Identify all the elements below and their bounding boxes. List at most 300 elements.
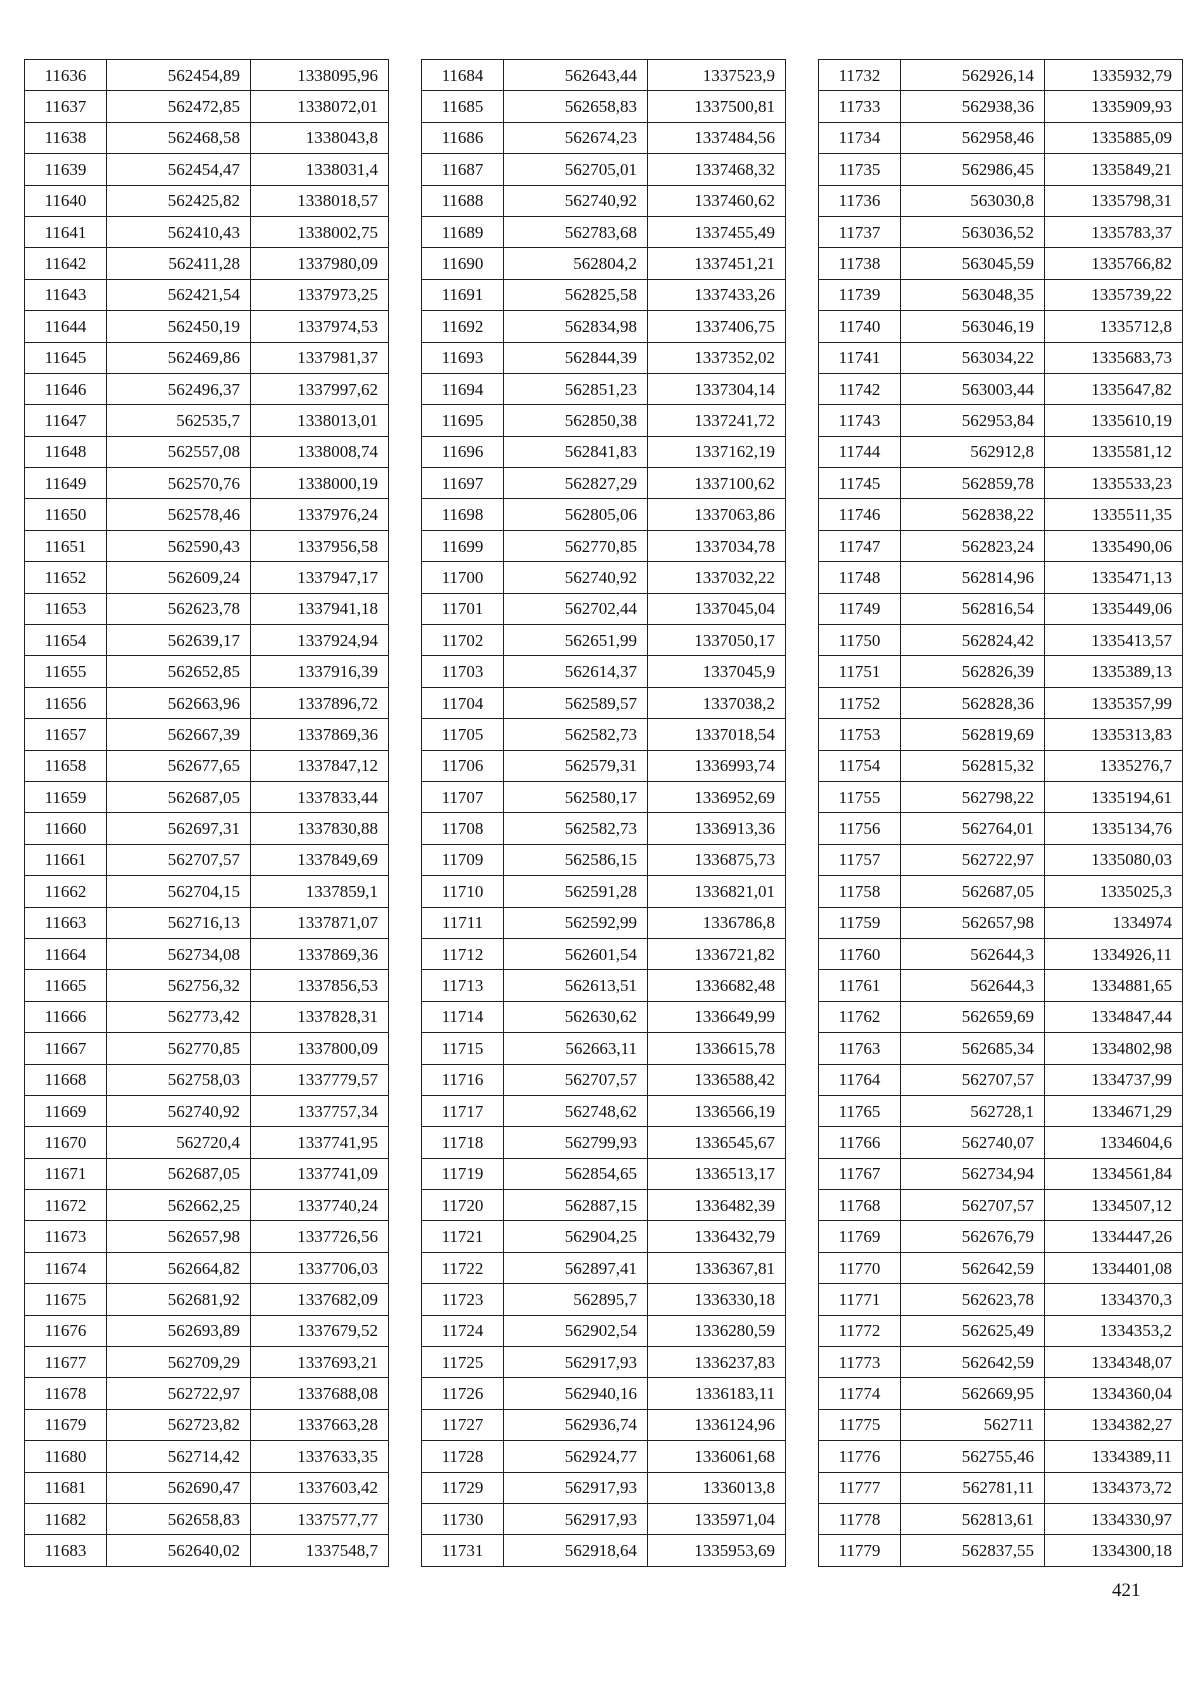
- x-coordinate-cell: 562410,43: [107, 216, 251, 247]
- y-coordinate-cell: 1337849,69: [251, 844, 389, 875]
- y-coordinate-cell: 1335080,03: [1045, 844, 1183, 875]
- y-coordinate-cell: 1337800,09: [251, 1033, 389, 1064]
- y-coordinate-cell: 1336649,99: [648, 1001, 786, 1032]
- table-row: [25, 1252, 389, 1283]
- x-coordinate-cell: 562720,4: [107, 1127, 251, 1158]
- x-coordinate-cell: 562580,17: [504, 781, 648, 812]
- table-row: [25, 1378, 389, 1409]
- x-coordinate-cell: 562917,93: [504, 1472, 648, 1503]
- table-row: [819, 970, 1183, 1001]
- x-coordinate-cell: 562917,93: [504, 1347, 648, 1378]
- x-coordinate-cell: 562693,89: [107, 1315, 251, 1346]
- coordinates-table-2: [421, 59, 786, 1567]
- table-row: [819, 876, 1183, 907]
- y-coordinate-cell: 1337663,28: [251, 1409, 389, 1440]
- point-number-cell: 11675: [25, 1284, 107, 1315]
- y-coordinate-cell: 1337100,62: [648, 468, 786, 499]
- y-coordinate-cell: 1337406,75: [648, 311, 786, 342]
- y-coordinate-cell: 1334974: [1045, 907, 1183, 938]
- x-coordinate-cell: 562582,73: [504, 813, 648, 844]
- y-coordinate-cell: 1337956,58: [251, 530, 389, 561]
- x-coordinate-cell: 562421,54: [107, 279, 251, 310]
- table-row: [25, 593, 389, 624]
- table-row: [25, 60, 389, 91]
- point-number-cell: 11640: [25, 185, 107, 216]
- point-number-cell: 11681: [25, 1472, 107, 1503]
- x-coordinate-cell: 563036,52: [901, 216, 1045, 247]
- table-row: [25, 907, 389, 938]
- point-number-cell: 11670: [25, 1127, 107, 1158]
- table-row: [819, 1315, 1183, 1346]
- table-row: [25, 781, 389, 812]
- x-coordinate-cell: 562690,47: [107, 1472, 251, 1503]
- x-coordinate-cell: 562705,01: [504, 154, 648, 185]
- point-number-cell: 11650: [25, 499, 107, 530]
- point-number-cell: 11724: [422, 1315, 504, 1346]
- table-row: [819, 813, 1183, 844]
- table-row: [819, 1127, 1183, 1158]
- table-row: [819, 907, 1183, 938]
- point-number-cell: 11647: [25, 405, 107, 436]
- y-coordinate-cell: 1337976,24: [251, 499, 389, 530]
- point-number-cell: 11767: [819, 1158, 901, 1189]
- y-coordinate-cell: 1334370,3: [1045, 1284, 1183, 1315]
- table-row: [422, 1095, 786, 1126]
- x-coordinate-cell: 562582,73: [504, 719, 648, 750]
- x-coordinate-cell: 562740,07: [901, 1127, 1045, 1158]
- point-number-cell: 11706: [422, 750, 504, 781]
- x-coordinate-cell: 562740,92: [107, 1095, 251, 1126]
- y-coordinate-cell: 1335610,19: [1045, 405, 1183, 436]
- table-row: [819, 687, 1183, 718]
- x-coordinate-cell: 562953,84: [901, 405, 1045, 436]
- table-row: [25, 656, 389, 687]
- x-coordinate-cell: 562740,92: [504, 185, 648, 216]
- x-coordinate-cell: 562411,28: [107, 248, 251, 279]
- x-coordinate-cell: 562663,11: [504, 1033, 648, 1064]
- y-coordinate-cell: 1337916,39: [251, 656, 389, 687]
- table-row: [25, 1190, 389, 1221]
- point-number-cell: 11662: [25, 876, 107, 907]
- x-coordinate-cell: 562674,23: [504, 122, 648, 153]
- y-coordinate-cell: 1337162,19: [648, 436, 786, 467]
- point-number-cell: 11760: [819, 938, 901, 969]
- x-coordinate-cell: 562450,19: [107, 311, 251, 342]
- x-coordinate-cell: 562728,1: [901, 1095, 1045, 1126]
- x-coordinate-cell: 562707,57: [901, 1064, 1045, 1095]
- point-number-cell: 11694: [422, 373, 504, 404]
- y-coordinate-cell: 1337577,77: [251, 1503, 389, 1534]
- x-coordinate-cell: 562897,41: [504, 1252, 648, 1283]
- point-number-cell: 11757: [819, 844, 901, 875]
- table-row: [819, 436, 1183, 467]
- table-row: [819, 1535, 1183, 1566]
- point-number-cell: 11764: [819, 1064, 901, 1095]
- y-coordinate-cell: 1337032,22: [648, 562, 786, 593]
- table-row: [819, 530, 1183, 561]
- table-row: [422, 342, 786, 373]
- y-coordinate-cell: 1337063,86: [648, 499, 786, 530]
- x-coordinate-cell: 563034,22: [901, 342, 1045, 373]
- table-row: [25, 562, 389, 593]
- x-coordinate-cell: 562714,42: [107, 1441, 251, 1472]
- x-coordinate-cell: 562770,85: [504, 530, 648, 561]
- y-coordinate-cell: 1335909,93: [1045, 91, 1183, 122]
- y-coordinate-cell: 1335533,23: [1045, 468, 1183, 499]
- table-row: [422, 216, 786, 247]
- point-number-cell: 11692: [422, 311, 504, 342]
- point-number-cell: 11661: [25, 844, 107, 875]
- table-row: [422, 530, 786, 561]
- point-number-cell: 11728: [422, 1441, 504, 1472]
- point-number-cell: 11775: [819, 1409, 901, 1440]
- table-row: [25, 1472, 389, 1503]
- table-row: [819, 1033, 1183, 1064]
- point-number-cell: 11714: [422, 1001, 504, 1032]
- x-coordinate-cell: 562756,32: [107, 970, 251, 1001]
- x-coordinate-cell: 562657,98: [901, 907, 1045, 938]
- x-coordinate-cell: 562826,39: [901, 656, 1045, 687]
- x-coordinate-cell: 562895,7: [504, 1284, 648, 1315]
- point-number-cell: 11668: [25, 1064, 107, 1095]
- x-coordinate-cell: 562734,08: [107, 938, 251, 969]
- point-number-cell: 11761: [819, 970, 901, 1001]
- y-coordinate-cell: 1337050,17: [648, 625, 786, 656]
- table-row: [819, 656, 1183, 687]
- y-coordinate-cell: 1337740,24: [251, 1190, 389, 1221]
- table-row: [25, 1064, 389, 1095]
- x-coordinate-cell: 562755,46: [901, 1441, 1045, 1472]
- x-coordinate-cell: 562958,46: [901, 122, 1045, 153]
- point-number-cell: 11638: [25, 122, 107, 153]
- point-number-cell: 11779: [819, 1535, 901, 1566]
- x-coordinate-cell: 562578,46: [107, 499, 251, 530]
- table-row: [819, 1441, 1183, 1472]
- y-coordinate-cell: 1336615,78: [648, 1033, 786, 1064]
- y-coordinate-cell: 1334507,12: [1045, 1190, 1183, 1221]
- table-row: [422, 405, 786, 436]
- table-row: [819, 1064, 1183, 1095]
- point-number-cell: 11711: [422, 907, 504, 938]
- table-row: [25, 154, 389, 185]
- x-coordinate-cell: 562685,34: [901, 1033, 1045, 1064]
- point-number-cell: 11695: [422, 405, 504, 436]
- y-coordinate-cell: 1337981,37: [251, 342, 389, 373]
- table-row: [422, 844, 786, 875]
- point-number-cell: 11745: [819, 468, 901, 499]
- x-coordinate-cell: 562669,95: [901, 1378, 1045, 1409]
- y-coordinate-cell: 1336913,36: [648, 813, 786, 844]
- page-number: 421: [1112, 1580, 1141, 1601]
- point-number-cell: 11703: [422, 656, 504, 687]
- table-row: [819, 938, 1183, 969]
- point-number-cell: 11765: [819, 1095, 901, 1126]
- y-coordinate-cell: 1334926,11: [1045, 938, 1183, 969]
- y-coordinate-cell: 1335885,09: [1045, 122, 1183, 153]
- y-coordinate-cell: 1337304,14: [648, 373, 786, 404]
- point-number-cell: 11720: [422, 1190, 504, 1221]
- x-coordinate-cell: 562586,15: [504, 844, 648, 875]
- table-row: [422, 1064, 786, 1095]
- y-coordinate-cell: 1336124,96: [648, 1409, 786, 1440]
- x-coordinate-cell: 562702,44: [504, 593, 648, 624]
- table-row: [819, 593, 1183, 624]
- y-coordinate-cell: 1335953,69: [648, 1535, 786, 1566]
- table-row: [422, 1535, 786, 1566]
- y-coordinate-cell: 1337947,17: [251, 562, 389, 593]
- y-coordinate-cell: 1335490,06: [1045, 530, 1183, 561]
- y-coordinate-cell: 1338043,8: [251, 122, 389, 153]
- y-coordinate-cell: 1337847,12: [251, 750, 389, 781]
- table-row: [819, 279, 1183, 310]
- y-coordinate-cell: 1334604,6: [1045, 1127, 1183, 1158]
- y-coordinate-cell: 1336330,18: [648, 1284, 786, 1315]
- x-coordinate-cell: 562805,06: [504, 499, 648, 530]
- point-number-cell: 11740: [819, 311, 901, 342]
- point-number-cell: 11663: [25, 907, 107, 938]
- table-row: [819, 750, 1183, 781]
- point-number-cell: 11684: [422, 60, 504, 91]
- x-coordinate-cell: 562902,54: [504, 1315, 648, 1346]
- point-number-cell: 11660: [25, 813, 107, 844]
- table-row: [422, 468, 786, 499]
- point-number-cell: 11707: [422, 781, 504, 812]
- y-coordinate-cell: 1336432,79: [648, 1221, 786, 1252]
- table-row: [422, 1127, 786, 1158]
- point-number-cell: 11737: [819, 216, 901, 247]
- x-coordinate-cell: 562748,62: [504, 1095, 648, 1126]
- y-coordinate-cell: 1335647,82: [1045, 373, 1183, 404]
- point-number-cell: 11769: [819, 1221, 901, 1252]
- x-coordinate-cell: 562799,93: [504, 1127, 648, 1158]
- y-coordinate-cell: 1337688,08: [251, 1378, 389, 1409]
- table-row: [422, 154, 786, 185]
- y-coordinate-cell: 1335357,99: [1045, 687, 1183, 718]
- point-number-cell: 11652: [25, 562, 107, 593]
- y-coordinate-cell: 1336545,67: [648, 1127, 786, 1158]
- table-row: [819, 248, 1183, 279]
- y-coordinate-cell: 1338018,57: [251, 185, 389, 216]
- y-coordinate-cell: 1335413,57: [1045, 625, 1183, 656]
- point-number-cell: 11676: [25, 1315, 107, 1346]
- point-number-cell: 11734: [819, 122, 901, 153]
- table-row: [422, 1409, 786, 1440]
- x-coordinate-cell: 562642,59: [901, 1252, 1045, 1283]
- y-coordinate-cell: 1337828,31: [251, 1001, 389, 1032]
- point-number-cell: 11743: [819, 405, 901, 436]
- y-coordinate-cell: 1337871,07: [251, 907, 389, 938]
- y-coordinate-cell: 1336280,59: [648, 1315, 786, 1346]
- y-coordinate-cell: 1335798,31: [1045, 185, 1183, 216]
- table-row: [422, 60, 786, 91]
- x-coordinate-cell: 562651,99: [504, 625, 648, 656]
- table-row: [25, 122, 389, 153]
- table-row: [819, 1001, 1183, 1032]
- table-row: [25, 530, 389, 561]
- point-number-cell: 11748: [819, 562, 901, 593]
- point-number-cell: 11750: [819, 625, 901, 656]
- table-row: [819, 154, 1183, 185]
- table-row: [819, 1190, 1183, 1221]
- x-coordinate-cell: 562643,44: [504, 60, 648, 91]
- point-number-cell: 11674: [25, 1252, 107, 1283]
- point-number-cell: 11713: [422, 970, 504, 1001]
- table-row: [25, 813, 389, 844]
- x-coordinate-cell: 562579,31: [504, 750, 648, 781]
- point-number-cell: 11710: [422, 876, 504, 907]
- table-row: [819, 468, 1183, 499]
- x-coordinate-cell: 562854,65: [504, 1158, 648, 1189]
- x-coordinate-cell: 562639,17: [107, 625, 251, 656]
- x-coordinate-cell: 562722,97: [901, 844, 1045, 875]
- x-coordinate-cell: 562472,85: [107, 91, 251, 122]
- x-coordinate-cell: 562815,32: [901, 750, 1045, 781]
- y-coordinate-cell: 1336875,73: [648, 844, 786, 875]
- point-number-cell: 11666: [25, 1001, 107, 1032]
- point-number-cell: 11742: [819, 373, 901, 404]
- table-row: [819, 1409, 1183, 1440]
- y-coordinate-cell: 1337833,44: [251, 781, 389, 812]
- x-coordinate-cell: 562850,38: [504, 405, 648, 436]
- point-number-cell: 11758: [819, 876, 901, 907]
- x-coordinate-cell: 562924,77: [504, 1441, 648, 1472]
- y-coordinate-cell: 1334382,27: [1045, 1409, 1183, 1440]
- point-number-cell: 11705: [422, 719, 504, 750]
- y-coordinate-cell: 1338031,4: [251, 154, 389, 185]
- x-coordinate-cell: 562658,83: [107, 1503, 251, 1534]
- table-row: [819, 91, 1183, 122]
- point-number-cell: 11735: [819, 154, 901, 185]
- table-row: [25, 248, 389, 279]
- point-number-cell: 11716: [422, 1064, 504, 1095]
- point-number-cell: 11709: [422, 844, 504, 875]
- point-number-cell: 11687: [422, 154, 504, 185]
- y-coordinate-cell: 1337523,9: [648, 60, 786, 91]
- y-coordinate-cell: 1335511,35: [1045, 499, 1183, 530]
- x-coordinate-cell: 562758,03: [107, 1064, 251, 1095]
- y-coordinate-cell: 1335932,79: [1045, 60, 1183, 91]
- x-coordinate-cell: 562804,2: [504, 248, 648, 279]
- x-coordinate-cell: 563046,19: [901, 311, 1045, 342]
- x-coordinate-cell: 562687,05: [107, 1158, 251, 1189]
- point-number-cell: 11749: [819, 593, 901, 624]
- table-row: [25, 719, 389, 750]
- y-coordinate-cell: 1337679,52: [251, 1315, 389, 1346]
- table-row: [819, 373, 1183, 404]
- x-coordinate-cell: 562614,37: [504, 656, 648, 687]
- x-coordinate-cell: 562613,51: [504, 970, 648, 1001]
- table-row: [422, 687, 786, 718]
- x-coordinate-cell: 562677,65: [107, 750, 251, 781]
- y-coordinate-cell: 1337757,34: [251, 1095, 389, 1126]
- y-coordinate-cell: 1336588,42: [648, 1064, 786, 1095]
- y-coordinate-cell: 1334300,18: [1045, 1535, 1183, 1566]
- y-coordinate-cell: 1337974,53: [251, 311, 389, 342]
- point-number-cell: 11691: [422, 279, 504, 310]
- y-coordinate-cell: 1335449,06: [1045, 593, 1183, 624]
- table-row: [25, 970, 389, 1001]
- point-number-cell: 11712: [422, 938, 504, 969]
- x-coordinate-cell: 562454,47: [107, 154, 251, 185]
- y-coordinate-cell: 1334360,04: [1045, 1378, 1183, 1409]
- y-coordinate-cell: 1337045,9: [648, 656, 786, 687]
- y-coordinate-cell: 1335313,83: [1045, 719, 1183, 750]
- point-number-cell: 11744: [819, 436, 901, 467]
- y-coordinate-cell: 1335581,12: [1045, 436, 1183, 467]
- x-coordinate-cell: 562986,45: [901, 154, 1045, 185]
- y-coordinate-cell: 1336993,74: [648, 750, 786, 781]
- table-row: [25, 1158, 389, 1189]
- point-number-cell: 11641: [25, 216, 107, 247]
- x-coordinate-cell: 562783,68: [504, 216, 648, 247]
- y-coordinate-cell: 1334561,84: [1045, 1158, 1183, 1189]
- y-coordinate-cell: 1337433,26: [648, 279, 786, 310]
- x-coordinate-cell: 562734,94: [901, 1158, 1045, 1189]
- point-number-cell: 11701: [422, 593, 504, 624]
- point-number-cell: 11770: [819, 1252, 901, 1283]
- x-coordinate-cell: 562887,15: [504, 1190, 648, 1221]
- table-row: [422, 1033, 786, 1064]
- point-number-cell: 11683: [25, 1535, 107, 1566]
- y-coordinate-cell: 1335849,21: [1045, 154, 1183, 185]
- x-coordinate-cell: 562764,01: [901, 813, 1045, 844]
- x-coordinate-cell: 562591,28: [504, 876, 648, 907]
- table-row: [422, 1347, 786, 1378]
- point-number-cell: 11655: [25, 656, 107, 687]
- table-row: [25, 1033, 389, 1064]
- x-coordinate-cell: 562454,89: [107, 60, 251, 91]
- table-row: [422, 311, 786, 342]
- y-coordinate-cell: 1335389,13: [1045, 656, 1183, 687]
- point-number-cell: 11639: [25, 154, 107, 185]
- x-coordinate-cell: 562664,82: [107, 1252, 251, 1283]
- x-coordinate-cell: 562823,24: [901, 530, 1045, 561]
- point-number-cell: 11755: [819, 781, 901, 812]
- point-number-cell: 11704: [422, 687, 504, 718]
- y-coordinate-cell: 1337633,35: [251, 1441, 389, 1472]
- table-row: [422, 719, 786, 750]
- point-number-cell: 11741: [819, 342, 901, 373]
- point-number-cell: 11738: [819, 248, 901, 279]
- table-row: [422, 781, 786, 812]
- y-coordinate-cell: 1337460,62: [648, 185, 786, 216]
- point-number-cell: 11665: [25, 970, 107, 1001]
- y-coordinate-cell: 1337741,09: [251, 1158, 389, 1189]
- y-coordinate-cell: 1338072,01: [251, 91, 389, 122]
- x-coordinate-cell: 562687,05: [901, 876, 1045, 907]
- y-coordinate-cell: 1335025,3: [1045, 876, 1183, 907]
- point-number-cell: 11759: [819, 907, 901, 938]
- y-coordinate-cell: 1334847,44: [1045, 1001, 1183, 1032]
- x-coordinate-cell: 562859,78: [901, 468, 1045, 499]
- point-number-cell: 11768: [819, 1190, 901, 1221]
- table-row: [422, 279, 786, 310]
- table-row: [422, 1503, 786, 1534]
- point-number-cell: 11678: [25, 1378, 107, 1409]
- y-coordinate-cell: 1337693,21: [251, 1347, 389, 1378]
- x-coordinate-cell: 562707,57: [107, 844, 251, 875]
- table-row: [422, 1252, 786, 1283]
- point-number-cell: 11671: [25, 1158, 107, 1189]
- table-row: [25, 436, 389, 467]
- point-number-cell: 11642: [25, 248, 107, 279]
- table-row: [25, 1221, 389, 1252]
- point-number-cell: 11667: [25, 1033, 107, 1064]
- y-coordinate-cell: 1337603,42: [251, 1472, 389, 1503]
- point-number-cell: 11752: [819, 687, 901, 718]
- table-row: [422, 656, 786, 687]
- y-coordinate-cell: 1335134,76: [1045, 813, 1183, 844]
